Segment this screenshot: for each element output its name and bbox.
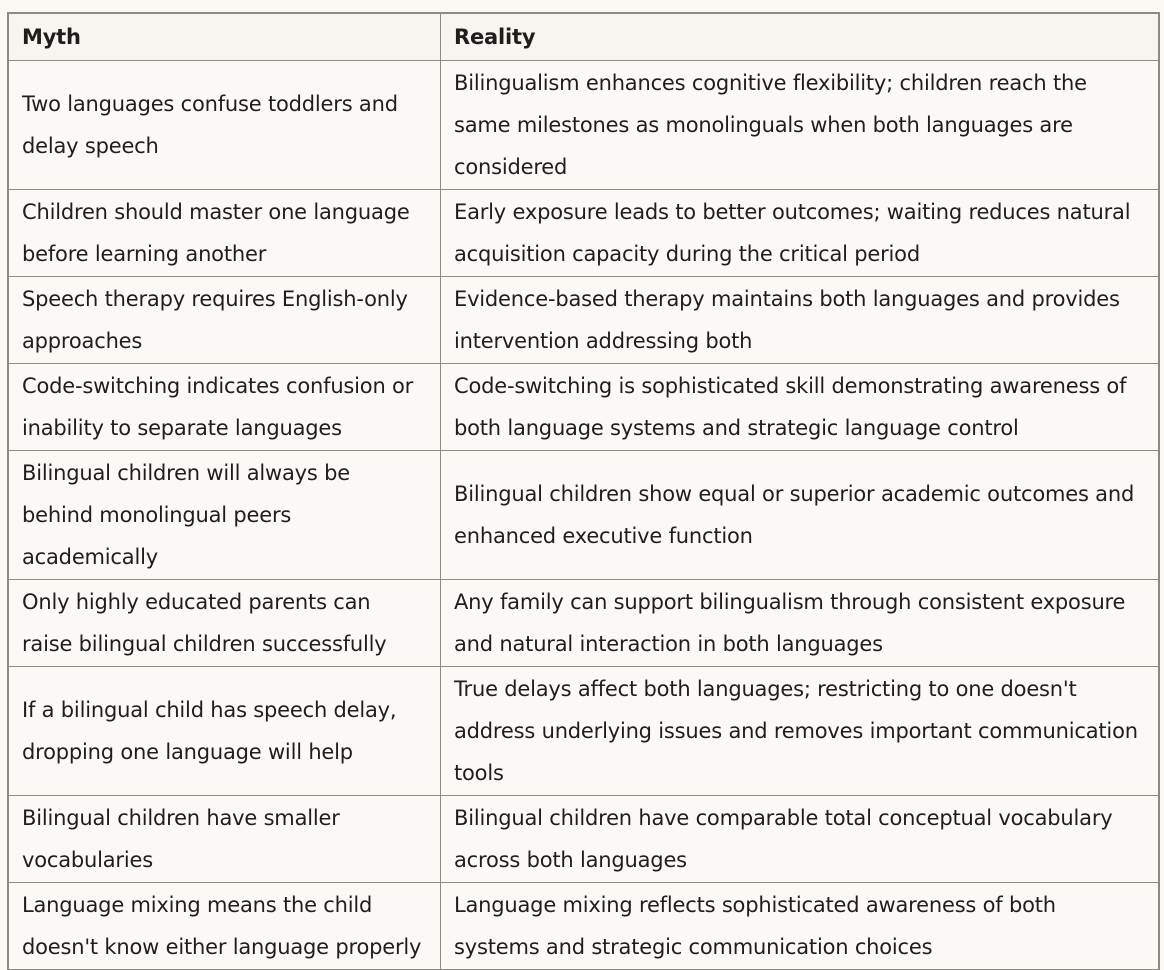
myth-cell: Speech therapy requires English-only approaches [9, 277, 441, 364]
header-reality: Reality [441, 14, 1159, 61]
table-row [9, 580, 1159, 667]
table-row [9, 667, 1159, 796]
reality-cell: Bilingualism enhances cognitive flexibility; children reach the same milestones as monolinguals when both languages are considered [441, 61, 1159, 190]
myth-cell: Children should master one language before learning another [9, 190, 441, 277]
myth-cell: Two languages confuse toddlers and delay speech [9, 61, 441, 190]
reality-cell: Any family can support bilingualism through consistent exposure and natural interaction in both languages [441, 580, 1159, 667]
table-header-row [9, 14, 1159, 61]
reality-cell: Language mixing reflects sophisticated awareness of both systems and strategic communication choices [441, 883, 1159, 970]
myth-cell: Language mixing means the child doesn't know either language properly [9, 883, 441, 970]
myth-cell: Only highly educated parents can raise bilingual children successfully [9, 580, 441, 667]
table-row [9, 451, 1159, 580]
reality-cell: Bilingual children show equal or superior academic outcomes and enhanced executive function [441, 451, 1159, 580]
myth-cell: If a bilingual child has speech delay, dropping one language will help [9, 667, 441, 796]
table-row [9, 61, 1159, 190]
myth-reality-table-container [8, 13, 1158, 970]
myth-cell: Code-switching indicates confusion or inability to separate languages [9, 364, 441, 451]
myth-cell: Bilingual children will always be behind monolingual peers academically [9, 451, 441, 580]
reality-cell: Evidence-based therapy maintains both languages and provides intervention addressing both [441, 277, 1159, 364]
header-myth: Myth [9, 14, 441, 61]
table-row [9, 796, 1159, 883]
reality-cell: True delays affect both languages; restricting to one doesn't address underlying issues and removes important communication tools [441, 667, 1159, 796]
reality-cell: Code-switching is sophisticated skill demonstrating awareness of both language systems and strategic language control [441, 364, 1159, 451]
table-row [9, 883, 1159, 970]
reality-cell: Early exposure leads to better outcomes; waiting reduces natural acquisition capacity during the critical period [441, 190, 1159, 277]
reality-cell: Bilingual children have comparable total conceptual vocabulary across both languages [441, 796, 1159, 883]
table-row [9, 277, 1159, 364]
myth-cell: Bilingual children have smaller vocabularies [9, 796, 441, 883]
myth-reality-table [8, 13, 1159, 970]
table-row [9, 190, 1159, 277]
table-row [9, 364, 1159, 451]
